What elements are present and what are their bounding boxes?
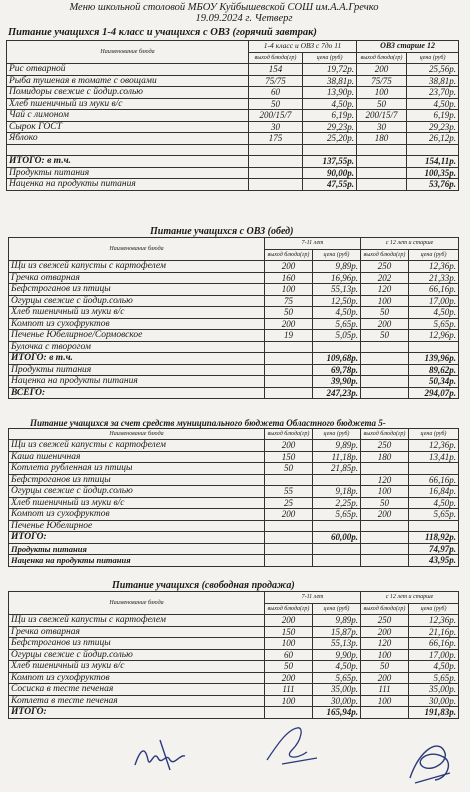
price-2: 4,50р.	[409, 661, 459, 673]
menu-row	[7, 144, 459, 156]
output-1: 160	[265, 272, 313, 284]
col-output-2: выход блюда(гр)	[361, 603, 409, 615]
price-1: 11,18р.	[313, 451, 361, 463]
group-12-plus: с 12 лет и старше	[361, 238, 459, 250]
price-1: 55,13р.	[313, 638, 361, 650]
price-1: 21,85р.	[313, 463, 361, 475]
output-1: 50	[265, 661, 313, 673]
price-2: 12,96р.	[409, 330, 459, 342]
dish-name: Хлеб пшеничный из муки в/с	[7, 98, 249, 110]
col-output: выход блюда(гр)	[249, 52, 303, 64]
col-output-2: выход блюда(гр)	[361, 429, 409, 440]
menu-row	[7, 133, 459, 145]
output-2	[357, 144, 407, 156]
col-output: выход блюда(гр)	[265, 603, 313, 615]
price-2: 4,50р.	[407, 98, 459, 110]
dish-name: Рыба тушеная в томате с овощами	[7, 75, 249, 87]
price-2: 25,56р.	[407, 64, 459, 76]
output-2: 200	[361, 509, 409, 521]
price-2: 66,16р.	[409, 284, 459, 296]
price-1: 29,23р.	[303, 121, 357, 133]
dish-name: Огурцы свежие с йодир.солью	[9, 486, 265, 498]
price-2	[409, 463, 459, 475]
col-price: цена (руб)	[313, 249, 361, 261]
price-1: 55,13р.	[313, 284, 361, 296]
output-1: 150	[265, 451, 313, 463]
menu-row	[7, 110, 459, 122]
output-2: 100	[361, 649, 409, 661]
price-2	[409, 341, 459, 353]
price-2: 12,36р.	[409, 440, 459, 452]
breakfast-title: Питание учащихся 1-4 класс и учащихся с ОВЗ (горячий завтрак)	[8, 27, 317, 38]
output-2: 250	[361, 261, 409, 273]
col-price: цена (руб)	[313, 603, 361, 615]
dish-name: Щи из свежей капусты с картофелем	[9, 615, 265, 627]
price-2: 5,65р.	[409, 672, 459, 684]
grand-total-row: ВСЕГО: 247,23р. 294,07р.	[9, 387, 459, 399]
menu-row	[9, 520, 459, 532]
output-1: 200	[265, 318, 313, 330]
output-1	[265, 520, 313, 532]
dish-name: Сосиска в тесте печеная	[9, 684, 265, 696]
signature-3	[400, 728, 460, 788]
col-price-2: цена (руб)	[409, 603, 459, 615]
menu-row	[9, 341, 459, 353]
total-row: ИТОГО: 60,00р. 118,92р.	[9, 532, 459, 544]
menu-row	[9, 626, 459, 638]
col-dish-name: Наименование блюда	[9, 592, 265, 615]
output-2: 202	[361, 272, 409, 284]
output-2: 111	[361, 684, 409, 696]
menu-row	[7, 98, 459, 110]
menu-row	[9, 307, 459, 319]
output-2: 50	[361, 330, 409, 342]
price-1: 9,18р.	[313, 486, 361, 498]
output-1: 200	[265, 440, 313, 452]
dish-name: Щи из свежей капусты с картофелем	[9, 440, 265, 452]
budget-rows	[9, 440, 459, 532]
total-row: ИТОГО: в т.ч. 137,55р. 154,11р.	[7, 156, 459, 168]
dish-name: Компот из сухофруктов	[9, 318, 265, 330]
menu-row	[9, 295, 459, 307]
price-2: 66,16р.	[409, 474, 459, 486]
price-2: 26,12р.	[407, 133, 459, 145]
output-1	[249, 144, 303, 156]
price-2: 17,00р.	[409, 649, 459, 661]
header-date: 19.09.2024 г. Четверг	[195, 13, 293, 24]
dish-name: Огурцы свежие с йодир.солью	[9, 295, 265, 307]
dish-name: Яблоко	[7, 133, 249, 145]
dish-name: Хлеб пшеничный из муки в/с	[9, 661, 265, 673]
menu-row	[7, 75, 459, 87]
output-1: 100	[265, 638, 313, 650]
lunch-table	[8, 237, 459, 399]
output-2: 120	[361, 284, 409, 296]
output-1: 55	[265, 486, 313, 498]
price-2: 17,00р.	[409, 295, 459, 307]
markup-row: Наценка на продукты питания 43,95р.	[9, 555, 459, 567]
menu-row	[9, 672, 459, 684]
price-2: 13,41р.	[409, 451, 459, 463]
price-1: 35,00р.	[313, 684, 361, 696]
dish-name: Помидоры свежие с йодир.солью	[7, 87, 249, 99]
output-1	[265, 341, 313, 353]
dish-name: Огурцы свежие с йодир.солью	[9, 649, 265, 661]
group-12-plus: с 12 лет и старше	[361, 592, 459, 604]
col-output-2: выход блюда(гр)	[361, 249, 409, 261]
menu-row	[9, 649, 459, 661]
menu-row	[9, 318, 459, 330]
price-2: 5,65р.	[409, 509, 459, 521]
output-2: 200	[361, 672, 409, 684]
price-1	[313, 474, 361, 486]
output-1: 19	[265, 330, 313, 342]
output-2: 75/75	[357, 75, 407, 87]
price-1: 38,81р.	[303, 75, 357, 87]
price-2: 21,16р.	[409, 626, 459, 638]
signature-1	[130, 730, 200, 775]
price-1: 15,87р.	[313, 626, 361, 638]
output-1: 111	[265, 684, 313, 696]
output-2: 120	[361, 474, 409, 486]
menu-row	[9, 684, 459, 696]
output-1: 50	[265, 307, 313, 319]
output-2: 50	[361, 307, 409, 319]
output-1: 200	[265, 509, 313, 521]
output-2: 200	[361, 626, 409, 638]
price-1: 9,89р.	[313, 440, 361, 452]
output-1: 150	[265, 626, 313, 638]
food-row: Продукты питания 69,78р. 89,62р.	[9, 364, 459, 376]
output-1: 75	[265, 295, 313, 307]
menu-row	[9, 695, 459, 707]
menu-row	[9, 330, 459, 342]
output-2: 100	[361, 295, 409, 307]
group-7-11: 7-11 лет	[265, 592, 361, 604]
output-2	[361, 463, 409, 475]
menu-row	[7, 64, 459, 76]
price-2: 12,36р.	[409, 261, 459, 273]
price-2: 30,00р.	[409, 695, 459, 707]
price-2	[409, 520, 459, 532]
dish-name: Сырок ГОСТ	[7, 121, 249, 133]
menu-header	[4, 2, 444, 24]
output-2: 50	[361, 661, 409, 673]
group-7-11: 7-11 лет	[265, 238, 361, 250]
output-2: 50	[357, 98, 407, 110]
output-1: 200	[265, 615, 313, 627]
output-2: 100	[361, 695, 409, 707]
price-1: 16,96р.	[313, 272, 361, 284]
price-1: 2,25р.	[313, 497, 361, 509]
food-row: Продукты питания 74,97р.	[9, 543, 459, 555]
col-output: выход блюда(гр)	[265, 249, 313, 261]
group-ovz-12: ОВЗ старше 12	[357, 41, 459, 53]
menu-row	[9, 451, 459, 463]
menu-row	[9, 272, 459, 284]
dish-name: Бефстроганов из птицы	[9, 474, 265, 486]
price-1: 5,65р.	[313, 318, 361, 330]
col-dish-name: Наименование блюда	[9, 429, 265, 440]
menu-row	[7, 87, 459, 99]
output-2	[361, 341, 409, 353]
total-row: ИТОГО: в т.ч. 109,68р. 139,96р.	[9, 353, 459, 365]
free-sale-title: Питание учащихся (свободная продажа)	[112, 580, 295, 591]
dish-name: Булочка с творогом	[9, 341, 265, 353]
col-price: цена (руб)	[313, 429, 361, 440]
dish-name: Чай с лимоном	[7, 110, 249, 122]
price-2: 35,00р.	[409, 684, 459, 696]
col-price: цена (руб)	[303, 52, 357, 64]
output-2: 200	[361, 318, 409, 330]
menu-row	[9, 440, 459, 452]
price-1: 19,72р.	[303, 64, 357, 76]
header-school: Меню школьной столовой МБОУ Куйбышевской СОШ им.А.А.Гречко	[69, 2, 379, 13]
price-2: 12,36р.	[409, 615, 459, 627]
group-1-4: 1-4 класс и ОВЗ с 7до 11	[249, 41, 357, 53]
budget-table	[8, 428, 459, 567]
price-2: 38,81р.	[407, 75, 459, 87]
output-2: 250	[361, 615, 409, 627]
col-dish-name: Наименование блюда	[7, 41, 249, 64]
price-2: 4,50р.	[409, 497, 459, 509]
menu-row	[9, 638, 459, 650]
price-1: 12,50р.	[313, 295, 361, 307]
price-1: 4,50р.	[313, 307, 361, 319]
price-2: 29,23р.	[407, 121, 459, 133]
output-2: 250	[361, 440, 409, 452]
dish-name: Хлеб пшеничный из муки в/с	[9, 497, 265, 509]
menu-row	[9, 486, 459, 498]
free-sale-rows	[9, 615, 459, 707]
price-1	[313, 341, 361, 353]
col-output-2: выход блюда(гр)	[357, 52, 407, 64]
menu-row	[9, 284, 459, 296]
budget-title: Питание учащихся за счет средств муниципального бюджета Областного бюджета 5-	[30, 418, 386, 428]
price-2: 6,19р.	[407, 110, 459, 122]
price-2: 21,33р.	[409, 272, 459, 284]
price-1: 5,05р.	[313, 330, 361, 342]
output-2: 200/15/7	[357, 110, 407, 122]
output-1: 154	[249, 64, 303, 76]
dish-name	[7, 144, 249, 156]
menu-row	[9, 463, 459, 475]
menu-row	[9, 497, 459, 509]
price-1: 5,65р.	[313, 509, 361, 521]
price-1: 13,90р.	[303, 87, 357, 99]
price-1: 5,65р.	[313, 672, 361, 684]
output-1: 100	[265, 284, 313, 296]
price-2: 4,50р.	[409, 307, 459, 319]
output-2: 200	[357, 64, 407, 76]
price-1: 25,20р.	[303, 133, 357, 145]
output-1: 175	[249, 133, 303, 145]
price-2: 16,84р.	[409, 486, 459, 498]
output-1: 60	[265, 649, 313, 661]
output-2: 30	[357, 121, 407, 133]
menu-row	[9, 509, 459, 521]
dish-name: Рис отварной	[7, 64, 249, 76]
output-1: 200	[265, 672, 313, 684]
breakfast-table	[6, 40, 459, 191]
breakfast-rows	[7, 64, 459, 156]
dish-name: Щи из свежей капусты с картофелем	[9, 261, 265, 273]
price-1: 9,90р.	[313, 649, 361, 661]
col-dish-name: Наименование блюда	[9, 238, 265, 261]
price-1: 9,89р.	[313, 261, 361, 273]
dish-name: Хлеб пшеничный из муки в/с	[9, 307, 265, 319]
output-1: 50	[249, 98, 303, 110]
food-row: Продукты питания 90,00р. 100,35р.	[7, 167, 459, 179]
price-2: 5,65р.	[409, 318, 459, 330]
output-2: 120	[361, 638, 409, 650]
price-1: 4,50р.	[313, 661, 361, 673]
price-2	[407, 144, 459, 156]
col-output: выход блюда(гр)	[265, 429, 313, 440]
menu-row	[9, 615, 459, 627]
output-1: 25	[265, 497, 313, 509]
output-1: 200/15/7	[249, 110, 303, 122]
output-1: 30	[249, 121, 303, 133]
free-sale-table	[8, 591, 459, 719]
dish-name: Бефстроганов из птицы	[9, 638, 265, 650]
lunch-title: Питание учащихся с ОВЗ (обед)	[150, 226, 294, 237]
price-2: 66,16р.	[409, 638, 459, 650]
dish-name: Печенье Юбелирное/Сормовское	[9, 330, 265, 342]
price-1: 4,50р.	[303, 98, 357, 110]
total-row: ИТОГО: 165,94р. 191,83р.	[9, 707, 459, 719]
dish-name: Гречка отварная	[9, 272, 265, 284]
dish-name: Компот из сухофруктов	[9, 672, 265, 684]
price-1: 6,19р.	[303, 110, 357, 122]
price-1	[303, 144, 357, 156]
dish-name: Компот из сухофруктов	[9, 509, 265, 521]
output-2: 50	[361, 497, 409, 509]
output-1: 200	[265, 261, 313, 273]
dish-name: Бефстроганов из птицы	[9, 284, 265, 296]
output-1: 100	[265, 695, 313, 707]
output-2: 100	[357, 87, 407, 99]
dish-name: Гречка отварная	[9, 626, 265, 638]
dish-name: Котлета в тесте печеная	[9, 695, 265, 707]
output-2	[361, 520, 409, 532]
menu-row	[9, 474, 459, 486]
price-1	[313, 520, 361, 532]
menu-row	[9, 661, 459, 673]
price-1: 9,89р.	[313, 615, 361, 627]
price-1: 30,00р.	[313, 695, 361, 707]
dish-name: Котлета рубленная из птицы	[9, 463, 265, 475]
lunch-rows	[9, 261, 459, 353]
col-price-2: цена (руб)	[409, 249, 459, 261]
output-2: 180	[361, 451, 409, 463]
col-price-2: цена (руб)	[409, 429, 459, 440]
output-2: 180	[357, 133, 407, 145]
menu-row	[9, 261, 459, 273]
menu-row	[7, 121, 459, 133]
output-1	[265, 474, 313, 486]
dish-name: Каша пшеничная	[9, 451, 265, 463]
markup-row: Наценка на продукты питания 39,90р. 50,34р.	[9, 376, 459, 388]
col-price-2: цена (руб)	[407, 52, 459, 64]
output-1: 50	[265, 463, 313, 475]
output-2: 100	[361, 486, 409, 498]
price-2: 23,70р.	[407, 87, 459, 99]
dish-name: Печенье Юбелирное	[9, 520, 265, 532]
output-1: 75/75	[249, 75, 303, 87]
output-1: 60	[249, 87, 303, 99]
markup-row: Наценка на продукты питания 47,55р. 53,76р.	[7, 179, 459, 191]
signature-2	[262, 720, 322, 770]
